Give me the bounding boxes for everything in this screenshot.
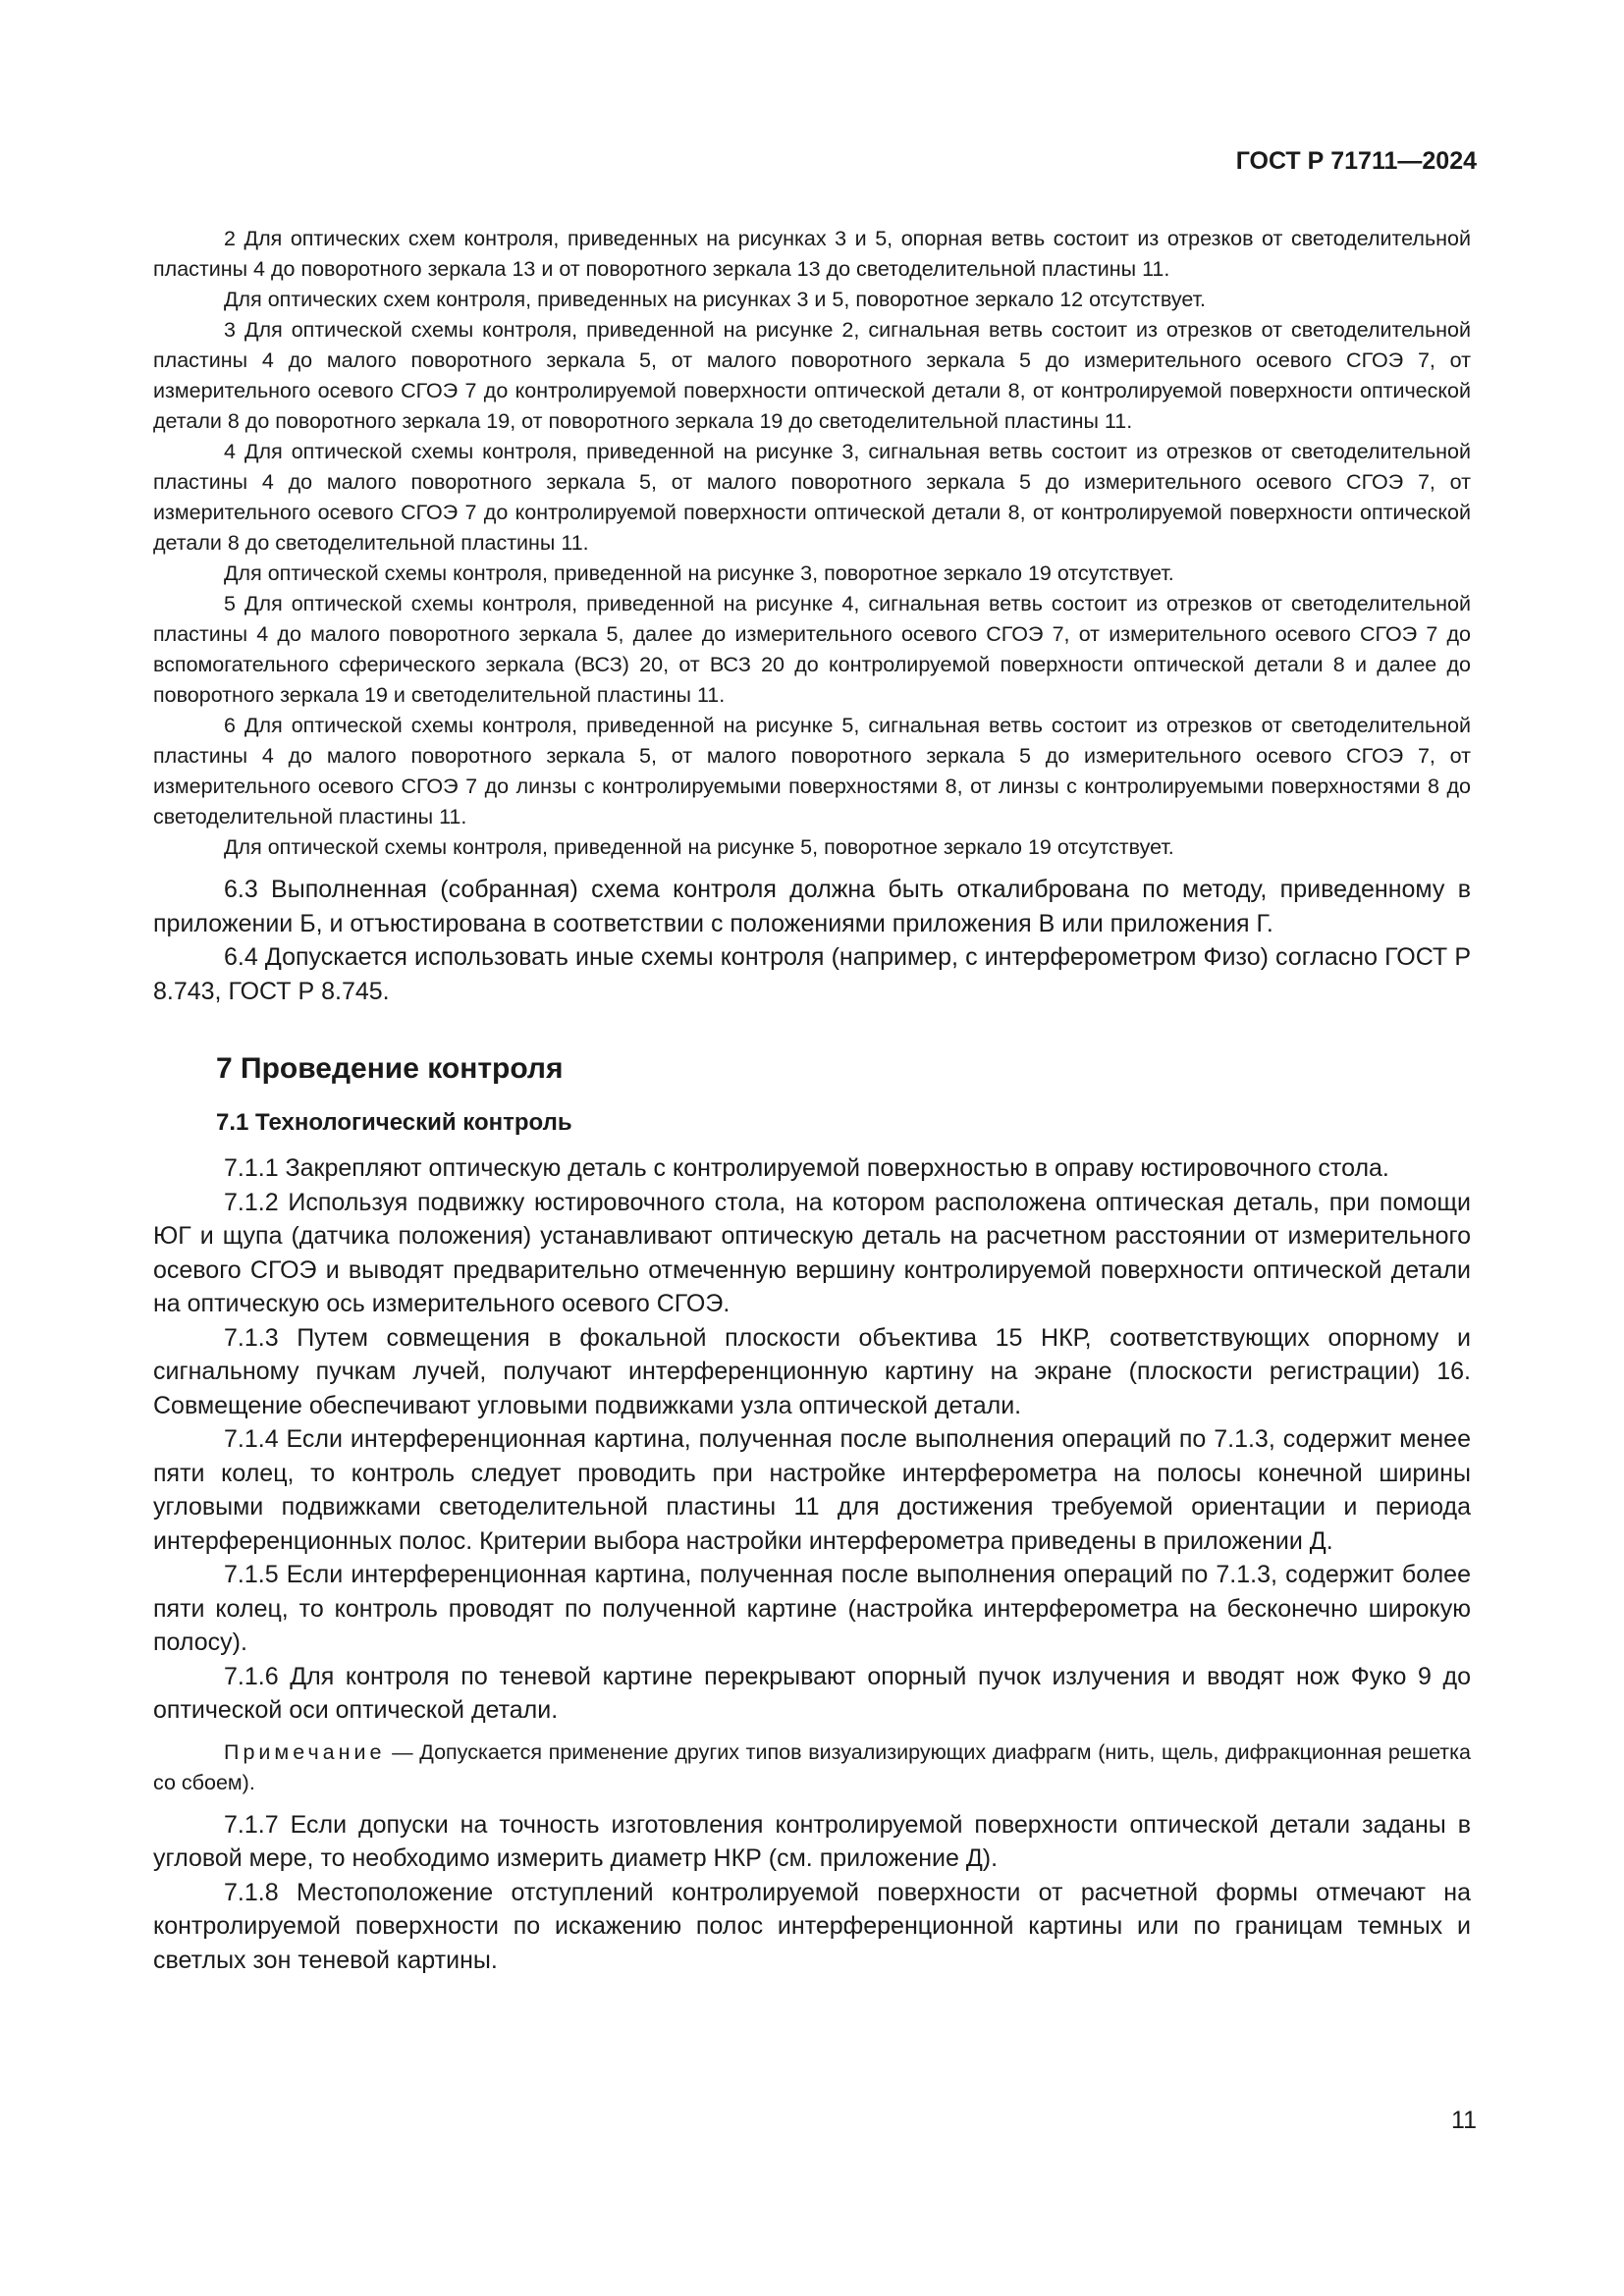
- paragraph-7-1-8: 7.1.8 Местоположение отступлений контролируемой поверхности от расчетной формы отмечают на контролируемой поверхности по искажению полос интерференционной картины или по границам темных и светлых зон теневой картины.: [153, 1878, 1471, 1974]
- paragraph-7-1-4: 7.1.4 Если интерференционная картина, полученная после выполнения операций по 7.1.3, содержит менее пяти колец, то контроль следует проводить при настройке интерферометра на полосы конечной ширины угловыми подвижками светоделительной пластины 11 для достижения требуемой ориентации и периода интерференционных полос. Критерии выбора настройки интерферометра приведены в приложении Д.: [153, 1425, 1471, 1555]
- paragraph-7-1-5: 7.1.5 Если интерференционная картина, полученная после выполнения операций по 7.1.3, содержит более пяти колец, то контроль проводят по полученной картине (настройка интерферометра на бесконечно широкую полосу).: [153, 1561, 1471, 1656]
- page-content: [153, 224, 1471, 1977]
- paragraph-7-1-7: 7.1.7 Если допуски на точность изготовления контролируемой поверхности оптической детали заданы в угловой мере, то необходимо измерить диаметр НКР (см. приложение Д).: [153, 1810, 1471, 1872]
- note-paragraph: Для оптической схемы контроля, приведенной на рисунке 3, поворотное зеркало 19 отсутствует.: [224, 561, 1174, 585]
- section-7-paragraphs: [153, 1151, 1471, 1728]
- section-6-paragraphs: [153, 873, 1471, 1008]
- remark-text: — Допускается применение других типов визуализирующих диафрагм (нить, щель, дифракционная решетка со сбоем).: [153, 1739, 1471, 1794]
- paragraph-7-1-2: 7.1.2 Используя подвижку юстировочного стола, на котором расположена оптическая деталь, при помощи ЮГ и щупа (датчика положения) устанавливают оптическую деталь на расчетном расстоянии от измерительного осевого СГОЭ и выводят предварительно отмеченную вершину контролируемой поверхности оптической детали на оптическую ось измерительного осевого СГОЭ.: [153, 1188, 1471, 1317]
- note-paragraph: 2 Для оптических схем контроля, приведенных на рисунках 3 и 5, опорная ветвь состоит из отрезков от светоделительной пластины 4 до поворотного зеркала 13 и от поворотного зеркала 13 до светоделительной пластины 11.: [153, 227, 1471, 281]
- note-paragraph: Для оптической схемы контроля, приведенной на рисунке 5, поворотное зеркало 19 отсутствует.: [224, 835, 1174, 859]
- section-7-paragraphs-after: [153, 1808, 1471, 1978]
- paragraph-7-1-3: 7.1.3 Путем совмещения в фокальной плоскости объектива 15 НКР, соответствующих опорному и сигнальному пучкам лучей, получают интерференционную картину на экране (плоскости регистрации) 16. Совмещение обеспечивают угловыми подвижками узла оптической детали.: [153, 1323, 1471, 1419]
- page-number: 11: [1451, 2107, 1477, 2134]
- subsection-7-1-heading: 7.1 Технологический контроль: [216, 1109, 572, 1136]
- paragraph-7-1-1: 7.1.1 Закрепляют оптическую деталь с контролируемой поверхностью в оправу юстировочного стола.: [224, 1154, 1389, 1182]
- note-paragraph: 5 Для оптической схемы контроля, приведенной на рисунке 4, сигнальная ветвь состоит из отрезков от светоделительной пластины 4 до малого поворотного зеркала 5, далее до измерительного осевого СГОЭ 7, от измерительного осевого СГОЭ 7 до вспомогательного сферического зеркала (ВСЗ) 20, от ВСЗ 20 до контролируемой поверхности оптической детали 8 и далее до поворотного зеркала 19 и светоделительной пластины 11.: [153, 592, 1471, 707]
- remark: [153, 1737, 1471, 1798]
- note-paragraph: Для оптических схем контроля, приведенных на рисунках 3 и 5, поворотное зеркало 12 отсутствует.: [224, 288, 1207, 311]
- notes-block: [153, 224, 1471, 863]
- note-paragraph: 4 Для оптической схемы контроля, приведенной на рисунке 3, сигнальная ветвь состоит из отрезков от светоделительной пластины 4 до малого поворотного зеркала 5, от малого поворотного зеркала 5 до измерительного осевого СГОЭ 7, от измерительного осевого СГОЭ 7 до контролируемой поверхности оптической детали 8, от контролируемой поверхности оптической детали 8 до светоделительной пластины 11.: [153, 440, 1471, 555]
- note-paragraph: 6 Для оптической схемы контроля, приведенной на рисунке 5, сигнальная ветвь состоит из отрезков от светоделительной пластины 4 до малого поворотного зеркала 5, от малого поворотного зеркала 5 до измерительного осевого СГОЭ 7, от измерительного осевого СГОЭ 7 до линзы с контролируемыми поверхностями 8, от линзы с контролируемыми поверхностями 8 до светоделительной пластины 11.: [153, 714, 1471, 828]
- paragraph-6-3: 6.3 Выполненная (собранная) схема контроля должна быть откалибрована по методу, приведенному в приложении Б, и отъюстирована в соответствии с положениями приложения В или приложения Г.: [153, 876, 1471, 937]
- paragraph-7-1-6: 7.1.6 Для контроля по теневой картине перекрывают опорный пучок излучения и вводят нож Фуко 9 до оптической оси оптической детали.: [153, 1662, 1471, 1724]
- paragraph-6-4: 6.4 Допускается использовать иные схемы контроля (например, с интерферометром Физо) согласно ГОСТ Р 8.743, ГОСТ Р 8.745.: [153, 943, 1471, 1005]
- note-paragraph: 3 Для оптической схемы контроля, приведенной на рисунке 2, сигнальная ветвь состоит из отрезков от светоделительной пластины 4 до малого поворотного зеркала 5, от малого поворотного зеркала 5 до измерительного осевого СГОЭ 7, от измерительного осевого СГОЭ 7 до контролируемой поверхности оптической детали 8, от контролируемой поверхности оптической детали 8 до поворотного зеркала 19, от поворотного зеркала 19 до светоделительной пластины 11.: [153, 318, 1471, 433]
- document-code: ГОСТ Р 71711—2024: [1235, 147, 1477, 175]
- remark-label: Примечание: [224, 1739, 386, 1764]
- section-7-heading: 7 Проведение контроля: [216, 1052, 564, 1085]
